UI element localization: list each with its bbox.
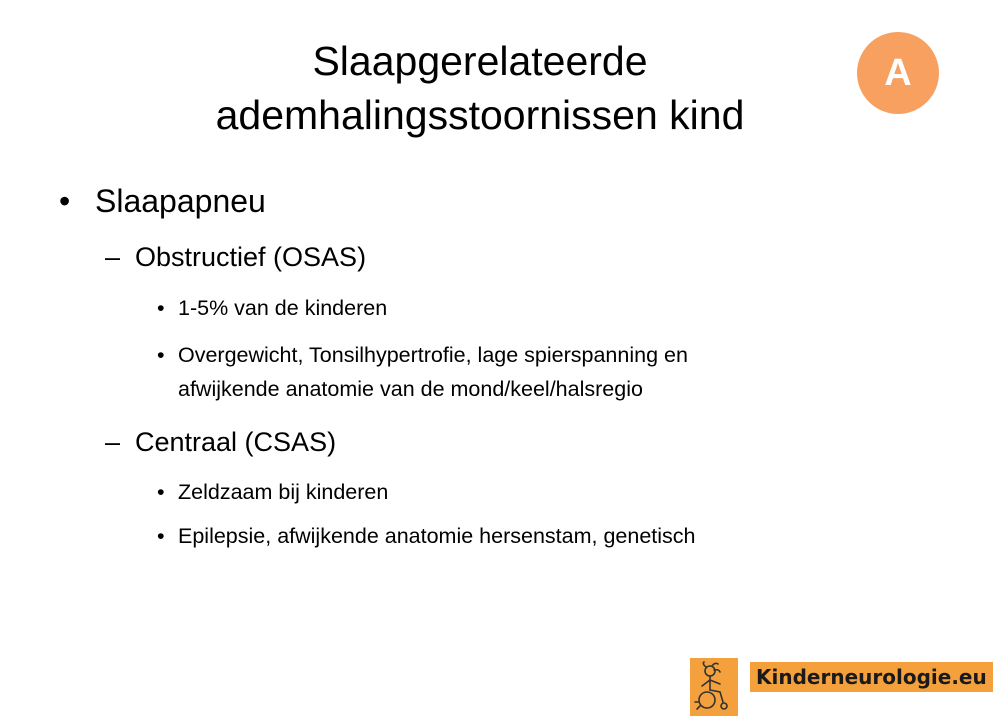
title-line-2: ademhalingsstoornissen kind	[215, 92, 745, 138]
subbullet-centraal: Centraal (CSAS)	[135, 427, 337, 457]
item-risk-factors-line1: Overgewicht, Tonsilhypertrofie, lage spierspanning en	[178, 343, 688, 367]
site-logo	[690, 658, 987, 720]
title-line-1: Slaapgerelateerde	[312, 38, 648, 84]
item-rarity: Zeldzaam bij kinderen	[178, 480, 389, 504]
item-prevalence: 1-5% van de kinderen	[178, 296, 388, 320]
logo-wordmark: Kinderneurologie.eu	[750, 662, 993, 692]
dash-marker: –	[105, 427, 121, 457]
bullet-slaapapneu: Slaapapneu	[95, 183, 266, 219]
bullet-marker: •	[157, 296, 165, 320]
wheelchair-child-icon	[690, 658, 738, 716]
item-risk-factors-line2: afwijkende anatomie van de mond/keel/halsregio	[178, 377, 643, 401]
dash-marker: –	[105, 242, 121, 272]
bullet-marker: •	[157, 480, 165, 504]
item-causes: Epilepsie, afwijkende anatomie hersenstam, genetisch	[178, 524, 696, 548]
bullet-marker: •	[157, 343, 165, 367]
section-badge: A	[857, 32, 939, 114]
bullet-marker: •	[59, 183, 71, 219]
subbullet-obstructief: Obstructief (OSAS)	[135, 242, 367, 272]
bullet-marker: •	[157, 524, 165, 548]
